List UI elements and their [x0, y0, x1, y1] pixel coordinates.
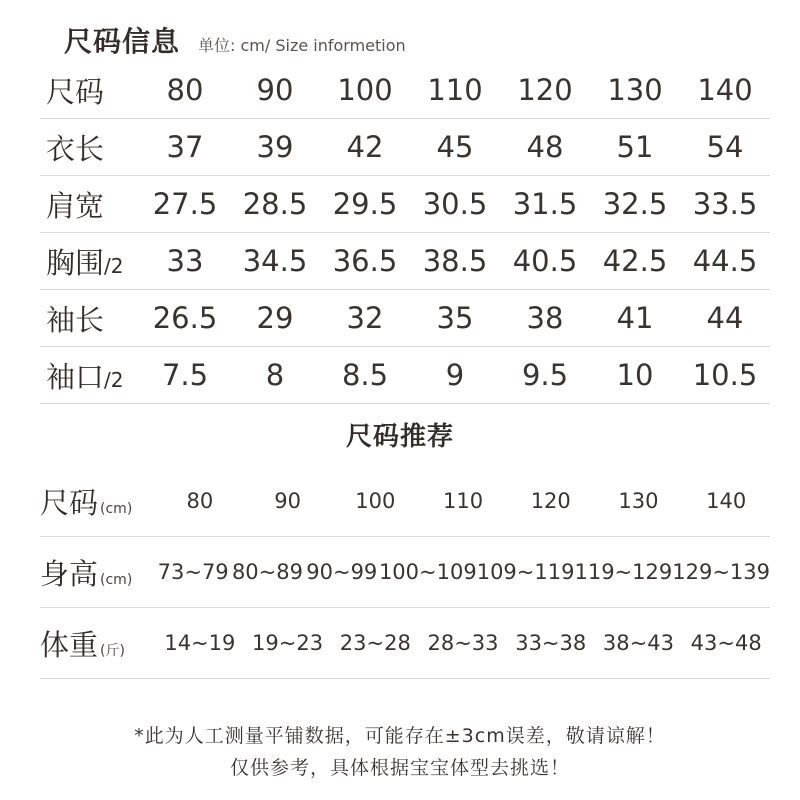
size-cell: 32 — [346, 301, 384, 335]
size-cell: 38.5 — [422, 244, 488, 278]
row-label — [40, 355, 140, 396]
row-label — [40, 184, 140, 225]
size-cell: 38 — [526, 301, 564, 335]
size-cell: 31.5 — [512, 187, 578, 221]
size-cell: 33.5 — [692, 187, 758, 221]
size-cell: 8.5 — [341, 358, 389, 392]
reco-cell: 130 — [618, 489, 659, 513]
cuff-row — [40, 347, 770, 404]
size-info-table — [40, 62, 770, 404]
size-cell: 54 — [706, 130, 744, 164]
reco-cell: 90 — [274, 489, 301, 513]
row-label-text: 袖长 — [46, 302, 105, 337]
row-label-text: 体重 — [40, 627, 99, 662]
reco-cell: 38~43 — [602, 631, 674, 655]
size-cell: 10 — [616, 358, 654, 392]
size-cell: 120 — [517, 73, 573, 107]
reco-cell: 23~28 — [339, 631, 411, 655]
reco-cell: 33~38 — [515, 631, 587, 655]
reco-cell: 120 — [530, 489, 571, 513]
reco-cell: 100 — [355, 489, 396, 513]
size-cell: 48 — [526, 130, 564, 164]
row-label-text: 身高 — [40, 556, 99, 591]
chest-row — [40, 233, 770, 290]
reco-weight-row — [40, 608, 770, 679]
reco-cell: 80~89 — [231, 560, 303, 584]
reco-cell: 73~79 — [157, 560, 229, 584]
row-label-text: 衣长 — [46, 131, 105, 166]
size-cell: 10.5 — [692, 358, 758, 392]
unit-note: 单位: cm/ Size informetion — [198, 36, 406, 55]
row-label — [40, 241, 140, 282]
size-info-header — [64, 20, 406, 64]
reco-height-row — [40, 537, 770, 608]
reco-cell: 14~19 — [164, 631, 236, 655]
row-label-text: 胸围 — [46, 245, 105, 280]
reco-cell: 140 — [706, 489, 747, 513]
reco-size-row — [40, 466, 770, 537]
size-cell: 32.5 — [602, 187, 668, 221]
size-cell: 34.5 — [242, 244, 308, 278]
size-cell: 30.5 — [422, 187, 488, 221]
reco-cell: 19~23 — [252, 631, 324, 655]
reco-cell: 129~139 — [672, 560, 770, 584]
row-label-text: 尺码 — [46, 74, 105, 109]
size-cell: 27.5 — [152, 187, 218, 221]
size-cell: 29.5 — [332, 187, 398, 221]
disclaimer-line: 仅供参考，具体根据宝宝体型去挑选！ — [229, 757, 570, 779]
size-info-title: 尺码信息 — [64, 25, 181, 58]
size-cell: 80 — [166, 73, 204, 107]
size-cell: 29 — [256, 301, 294, 335]
size-cell: 37 — [166, 130, 204, 164]
size-cell: 39 — [256, 130, 294, 164]
row-label — [40, 70, 140, 111]
shoulder-row — [40, 176, 770, 233]
size-cell: 26.5 — [152, 301, 218, 335]
size-cell: 35 — [436, 301, 474, 335]
row-label — [40, 552, 156, 593]
size-cell: 44.5 — [692, 244, 758, 278]
row-label — [40, 623, 156, 664]
size-cell: 28.5 — [242, 187, 308, 221]
reco-cell: 43~48 — [690, 631, 762, 655]
size-cell: 45 — [436, 130, 474, 164]
reco-cell: 110 — [442, 489, 484, 513]
reco-cell: 119~129 — [574, 560, 673, 584]
disclaimer-notes — [0, 720, 800, 784]
reco-cell: 28~33 — [427, 631, 499, 655]
size-cell: 9.5 — [521, 358, 569, 392]
row-label-text: 袖口 — [46, 359, 105, 394]
size-cell: 33 — [166, 244, 204, 278]
size-cell: 100 — [337, 73, 393, 107]
size-cell: 42.5 — [602, 244, 668, 278]
size-cell: 90 — [256, 73, 294, 107]
disclaimer-line: *此为人工测量平铺数据，可能存在±3cm误差，敬请谅解！ — [134, 725, 666, 747]
size-cell: 42 — [346, 130, 384, 164]
size-cell: 51 — [616, 130, 654, 164]
size-cell: 8 — [265, 358, 285, 392]
row-label-unit: (cm) — [100, 500, 133, 517]
reco-cell: 109~119 — [476, 560, 575, 584]
sleeve-length-row — [40, 290, 770, 347]
size-cell: 140 — [697, 73, 753, 107]
row-label-suffix: /2 — [104, 367, 124, 392]
size-cell: 130 — [607, 73, 663, 107]
size-cell: 7.5 — [161, 358, 209, 392]
row-label-text: 肩宽 — [46, 188, 105, 223]
size-row — [40, 62, 770, 119]
reco-cell: 100~109 — [378, 560, 477, 584]
size-cell: 110 — [427, 73, 483, 107]
row-label — [40, 127, 140, 168]
size-cell: 40.5 — [512, 244, 578, 278]
row-label-unit: (斤) — [100, 642, 125, 659]
size-recommendation-title: 尺码推荐 — [345, 422, 454, 452]
reco-cell: 90~99 — [306, 560, 378, 584]
length-row — [40, 119, 770, 176]
size-cell: 9 — [445, 358, 465, 392]
size-cell: 41 — [616, 301, 654, 335]
size-cell: 44 — [706, 301, 744, 335]
row-label — [40, 481, 156, 522]
size-cell: 36.5 — [332, 244, 398, 278]
row-label-unit: (cm) — [100, 571, 133, 588]
size-recommendation-table — [40, 466, 770, 679]
row-label-text: 尺码 — [40, 485, 99, 520]
row-label-suffix: /2 — [104, 253, 124, 278]
reco-cell: 80 — [186, 489, 214, 513]
row-label — [40, 298, 140, 339]
